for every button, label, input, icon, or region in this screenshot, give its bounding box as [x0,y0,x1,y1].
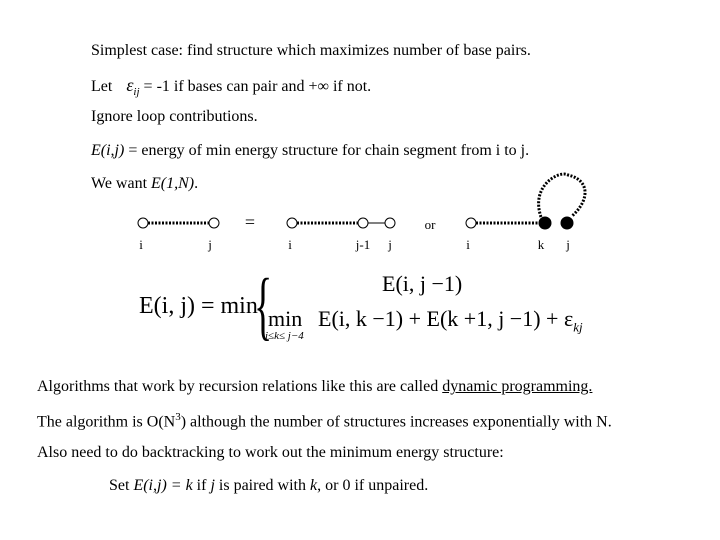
epsilon-symbol: ε [126,75,134,95]
label-i: i [288,237,292,252]
line-ignore-loop: Ignore loop contributions. [91,108,258,125]
k-var: k [310,477,318,494]
j-var: j [210,477,215,494]
label-k: k [537,237,545,252]
equation-min: min [268,306,303,331]
paired-with: is paired with [218,477,306,494]
equation-range: i≤k≤ j−4 [265,330,304,342]
period: . [194,175,199,192]
base-j [209,218,219,228]
dp-text: Algorithms that work by recursion relations like this are called [37,378,439,395]
equation-top-case: E(i, j −1) [382,271,463,296]
label-j: j [388,237,392,252]
label-j: j [566,237,570,252]
we-want-label: We want [91,175,148,192]
epsilon-kj-subscript: kj [573,319,583,335]
base-j [385,218,395,228]
base-k [539,217,551,229]
base-i [138,218,148,228]
line-simplest-case: Simplest case: find structure which maximizes number of base pairs. [91,42,531,59]
definition-text: = energy of min energy structure for chain segment from i to j. [128,142,530,159]
e-1n: E(1,N) [151,175,195,192]
exponent: 3 [175,411,181,423]
dynamic-programming-term: dynamic programming. [442,378,593,395]
pair-loop [539,174,585,217]
e-ij-equals-k: E(i,j) = k [133,477,193,494]
let-rest: = -1 if bases can pair and +∞ if not. [143,78,372,95]
label-i: i [466,237,470,252]
e-ij: E(i,j) [91,142,125,159]
base-i [466,218,476,228]
recursion-diagram [0,0,720,260]
set-word: Set [109,477,130,494]
left-brace: { [254,264,273,348]
complexity-pre: The algorithm is O(N [37,413,176,431]
label-i: i [139,237,143,252]
base-j [561,217,573,229]
line-set-e [109,477,428,495]
complexity-post: ) although the number of structures increases exponentially with N. [180,413,612,431]
base-i [287,218,297,228]
base-j-1 [358,218,368,228]
label-j: j [208,237,212,252]
line-complexity [37,411,612,431]
equation-bottom-case [318,306,583,335]
equation-lhs: E(i, j) = min [139,293,258,319]
or-label: or [424,217,436,232]
equals-sign: = [244,212,256,232]
let-label: Let [91,78,113,95]
unpaired-text: , or 0 if unpaired. [317,477,429,494]
if-word: if [196,477,207,494]
line-backtracking: Also need to do backtracking to work out the minimum energy structure: [37,444,504,461]
epsilon-subscript: ij [133,86,140,99]
bottom-expression: E(i, k −1) + E(k +1, j −1) + ε [318,306,574,331]
label-j-1: j-1 [355,237,371,252]
line-dynamic-programming [37,378,592,396]
